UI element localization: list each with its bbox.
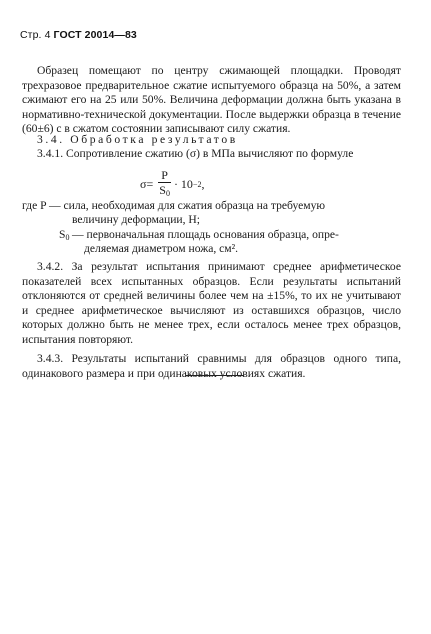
formula-tail: , — [201, 177, 205, 191]
definition-s0-cont: деляемая диаметром ножа, см². — [84, 242, 239, 255]
formula-fraction — [158, 168, 171, 201]
definition-p: где P — сила, необходимая для сжатия образца на требуемую — [22, 199, 326, 212]
page-number: Стр. 4 — [20, 29, 51, 41]
end-divider — [186, 375, 244, 376]
formula-numerator: P — [158, 168, 171, 183]
standard-code: ГОСТ 20014—83 — [53, 29, 137, 41]
definition-s0-symbol — [59, 228, 69, 246]
definition-s0: — первоначальная площадь основания образца, опре- — [72, 228, 339, 241]
paragraph-3-4-2: 3.4.2. За результат испытания принимают среднее арифметическое показателей всех испытанных образцов. Если результаты испытаний отклоняются от средней величины более чем на ±15%, то их не учитывают и среднее арифметическое вычисляют из оставшихся образцов, число которых должно быть не менее трех, если осталось менее трех образцов, испытания повторяют. — [22, 260, 401, 346]
section-title: 3.4. Обработка результатов — [37, 133, 238, 146]
denominator-symbol: S — [159, 183, 166, 197]
page-header — [20, 29, 137, 41]
s0-symbol: S — [59, 228, 66, 241]
paragraph-3-4-3: 3.4.3. Результаты испытаний сравнимы для образцов одного типа, одинакового размера и при одинаковых условиях сжатия. — [22, 352, 401, 380]
formula-factor: · 10 — [173, 177, 193, 191]
paragraph-sample-placement: Образец помещают по центру сжимающей площадки. Проводят трехразовое предварительное сжатие испытуемого образца на 50%, а затем сжимают его на 25 или 50%. Величина деформации должна быть указана в нормативно-технической документации. После выдержки образца в течение (60±6) с в сжатом состоянии записывают силу сжатия. — [22, 64, 401, 136]
s0-subscript: 0 — [65, 233, 70, 242]
paragraph-3-4-1: 3.4.1. Сопротивление сжатию (σ) в МПа вычисляют по формуле — [37, 147, 354, 160]
definition-p-cont: величину деформации, Н; — [72, 213, 201, 226]
denominator-subscript: 0 — [165, 189, 170, 198]
formula — [140, 168, 204, 201]
formula-exponent: −2 — [192, 180, 202, 189]
formula-lhs: σ= — [140, 177, 154, 191]
